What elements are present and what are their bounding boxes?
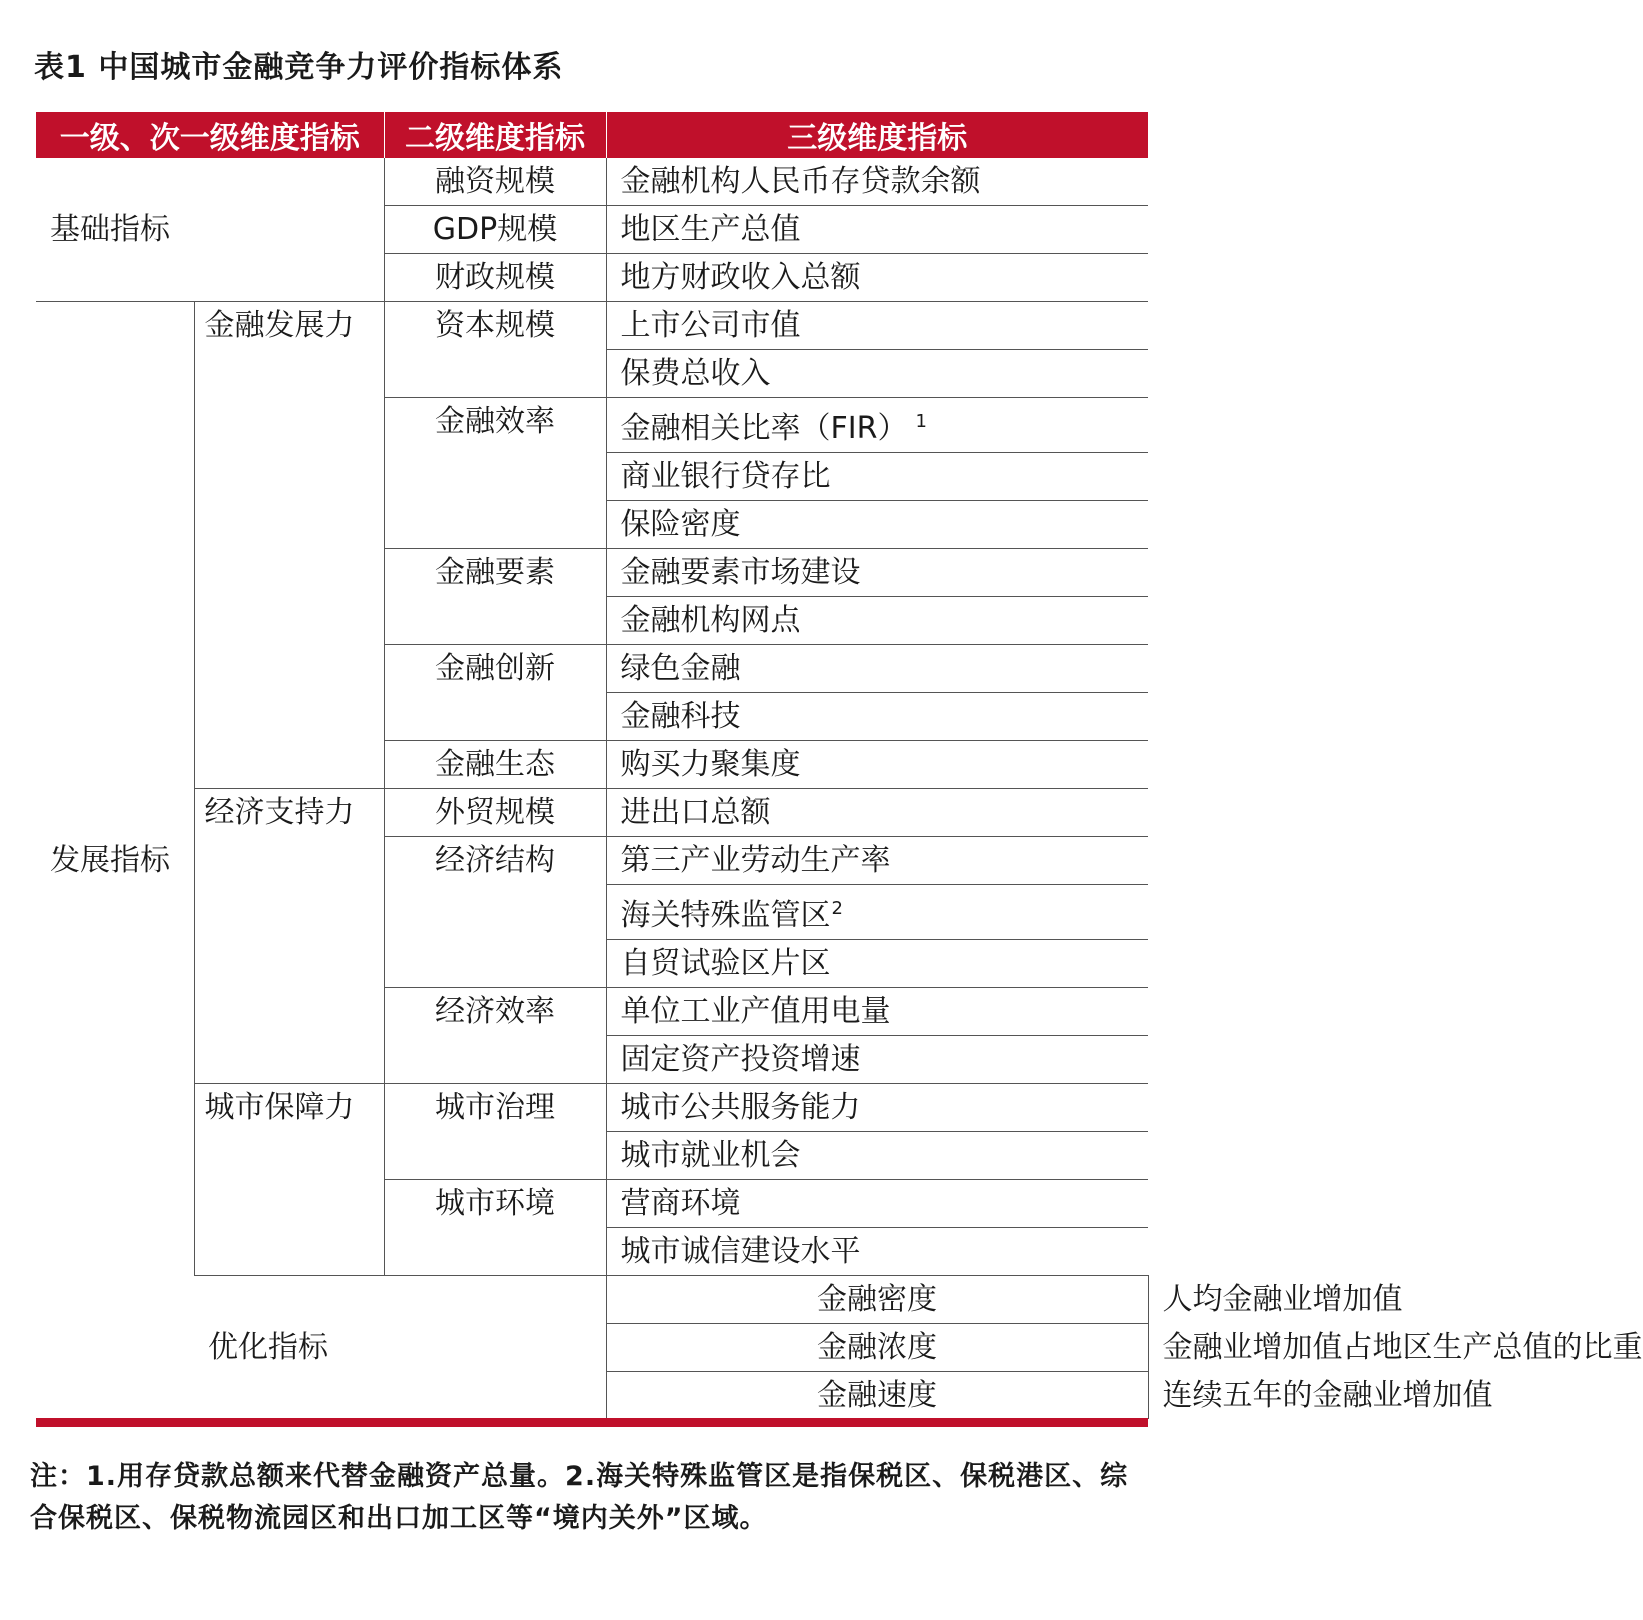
level2-cell: 金融密度 — [606, 1276, 1148, 1324]
level2-cell: 融资规模 — [384, 158, 606, 206]
table-row: 优化指标 金融密度 人均金融业增加值 — [36, 1276, 1148, 1324]
sublevel-cell: 城市保障力 — [194, 1084, 384, 1276]
header-level2: 二级维度指标 — [384, 112, 606, 158]
table-row: 金融速度 连续五年的金融业增加值 — [36, 1372, 1148, 1420]
sublevel-cell: 经济支持力 — [194, 789, 384, 1084]
level3-cell: 绿色金融 — [606, 645, 1148, 693]
level2-cell: 资本规模 — [384, 302, 606, 398]
level2-cell: 经济效率 — [384, 988, 606, 1084]
level2-cell: 金融生态 — [384, 741, 606, 789]
sublevel-cell: 金融发展力 — [194, 302, 384, 789]
level3-cell: 城市公共服务能力 — [606, 1084, 1148, 1132]
level3-cell: 保险密度 — [606, 501, 1148, 549]
level3-cell: 商业银行贷存比 — [606, 453, 1148, 501]
level3-cell: 金融科技 — [606, 693, 1148, 741]
level3-cell: 第三产业劳动生产率 — [606, 837, 1148, 885]
header-level1: 一级、次一级维度指标 — [36, 112, 384, 158]
level2-cell: 金融浓度 — [606, 1324, 1148, 1372]
level1-cell: 基础指标 — [36, 158, 384, 302]
footnote-mark: 2 — [831, 898, 843, 919]
table-bottom-rule — [36, 1418, 1148, 1427]
header-row — [36, 112, 1148, 158]
level1-cell: 发展指标 — [36, 302, 194, 1420]
footnote-mark: 1 — [915, 411, 927, 432]
level3-cell: 营商环境 — [606, 1180, 1148, 1228]
level3-text: 金融相关比率（FIR） — [620, 411, 908, 446]
level3-cell: 金融要素市场建设 — [606, 549, 1148, 597]
table-row — [36, 158, 1148, 206]
table-row: 金融浓度 金融业增加值占地区生产总值的比重 — [36, 1324, 1148, 1372]
level3-cell: 城市就业机会 — [606, 1132, 1148, 1180]
level3-cell: 上市公司市值 — [606, 302, 1148, 350]
level2-cell: 财政规模 — [384, 254, 606, 302]
table-row — [36, 789, 1148, 837]
table-title: 表1 中国城市金融竞争力评价指标体系 — [34, 50, 564, 85]
header-level3: 三级维度指标 — [606, 112, 1148, 158]
level3-cell: 地方财政收入总额 — [606, 254, 1148, 302]
level3-cell: 进出口总额 — [606, 789, 1148, 837]
level3-cell: 单位工业产值用电量 — [606, 988, 1148, 1036]
level2-cell: 金融速度 — [606, 1372, 1148, 1420]
level2-cell: 金融要素 — [384, 549, 606, 645]
table-row — [36, 302, 1148, 350]
indicator-table — [36, 112, 1643, 1420]
level3-cell — [606, 398, 1148, 453]
level3-cell: 地区生产总值 — [606, 206, 1148, 254]
level3-cell: 金融机构网点 — [606, 597, 1148, 645]
level3-cell: 购买力聚集度 — [606, 741, 1148, 789]
level2-cell: 外贸规模 — [384, 789, 606, 837]
level2-cell: 经济结构 — [384, 837, 606, 988]
level2-cell: 金融效率 — [384, 398, 606, 549]
level2-cell: 城市环境 — [384, 1180, 606, 1276]
table-row — [36, 1084, 1148, 1132]
level3-cell: 自贸试验区片区 — [606, 940, 1148, 988]
level2-cell: 城市治理 — [384, 1084, 606, 1180]
level3-cell — [606, 885, 1148, 940]
level3-cell: 固定资产投资增速 — [606, 1036, 1148, 1084]
level3-cell: 保费总收入 — [606, 350, 1148, 398]
level3-cell: 金融机构人民币存贷款余额 — [606, 158, 1148, 206]
level3-text: 海关特殊监管区 — [620, 898, 831, 933]
level1-cell: 优化指标 — [208, 1330, 328, 1365]
level2-cell: GDP规模 — [384, 206, 606, 254]
level2-cell: 金融创新 — [384, 645, 606, 741]
level3-cell: 城市诚信建设水平 — [606, 1228, 1148, 1276]
table-note: 注：1.用存贷款总额来代替金融资产总量。2.海关特殊监管区是指保税区、保税港区、综合保税区、保税物流园区和出口加工区等“境内关外”区域。 — [30, 1461, 1129, 1534]
